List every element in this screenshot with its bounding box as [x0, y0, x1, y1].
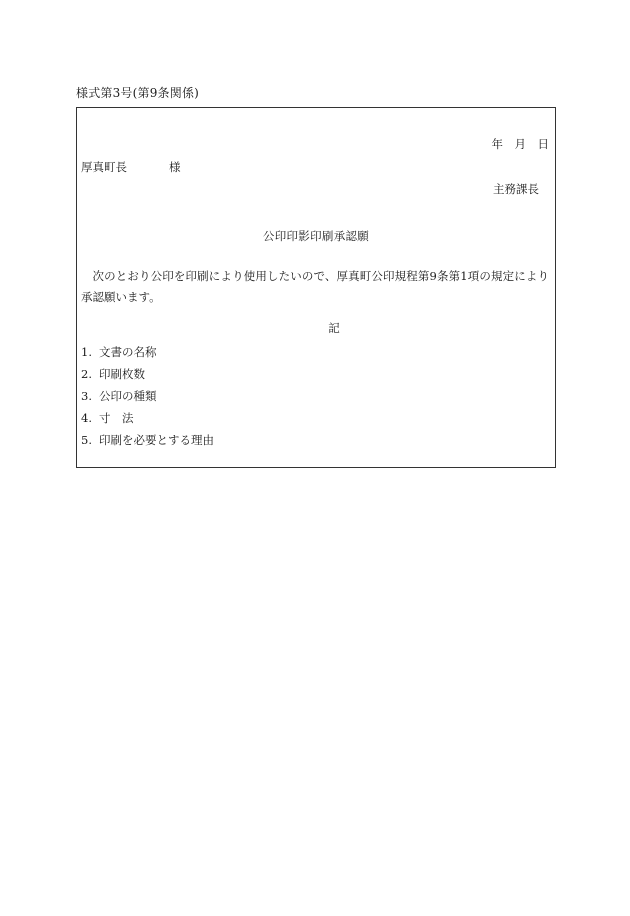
item-number: 2. — [81, 367, 92, 381]
item-label: 公印の種類 — [99, 389, 157, 403]
recipient-line — [81, 159, 181, 175]
item-number: 1. — [81, 345, 92, 359]
recipient-honorific: 様 — [169, 160, 181, 174]
list-item — [81, 341, 214, 363]
ki-marker: 記 — [328, 321, 340, 335]
form-title: 公印印影印刷承認願 — [262, 229, 370, 243]
item-label: 印刷を必要とする理由 — [99, 433, 214, 447]
item-number: 3. — [81, 389, 92, 403]
item-label: 寸 法 — [99, 411, 134, 425]
item-list — [81, 341, 214, 451]
item-label: 印刷枚数 — [99, 367, 145, 381]
list-item — [81, 363, 214, 385]
recipient-name: 厚真町長 — [81, 160, 127, 174]
application-form-frame — [76, 107, 556, 468]
list-item — [81, 385, 214, 407]
date-line: 年 月 日 — [491, 137, 549, 151]
item-number: 5. — [81, 433, 92, 447]
item-number: 4. — [81, 411, 92, 425]
item-label: 文書の名称 — [99, 345, 157, 359]
form-number: 様式第3号(第9条関係) — [76, 86, 200, 100]
list-item — [81, 429, 214, 451]
list-item — [81, 407, 214, 429]
sender-line: 主務課長 — [493, 182, 539, 196]
request-body-text: 次のとおり公印を印刷により使用したいので、厚真町公印規程第9条第1項の規定により承認願います。 — [81, 269, 549, 304]
